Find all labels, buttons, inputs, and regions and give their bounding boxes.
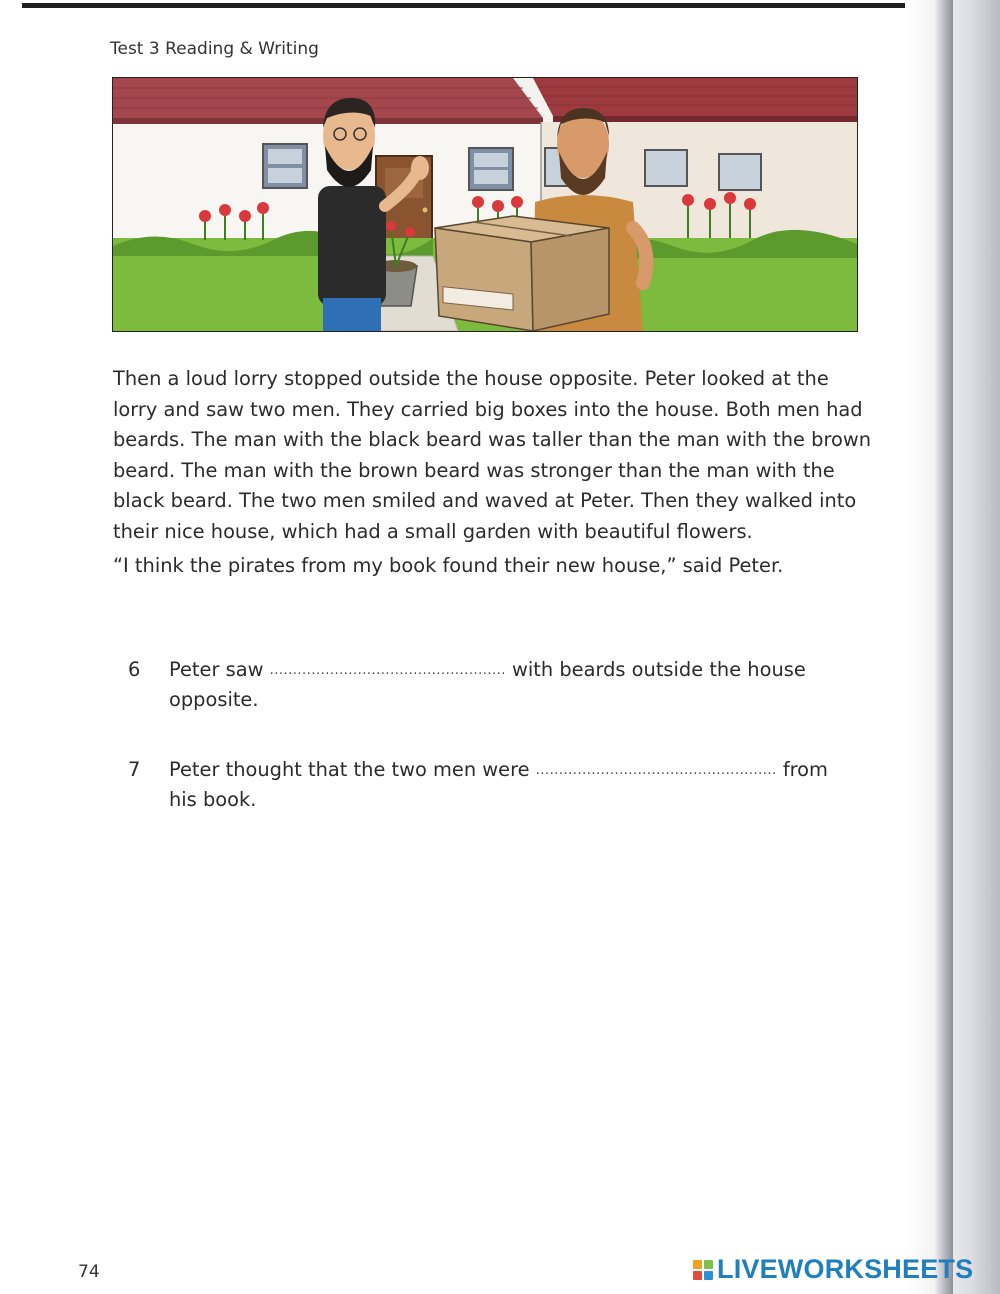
answer-blank-7[interactable]: .................................................... (535, 763, 777, 778)
book-spine-edge (935, 0, 953, 1294)
passage-paragraph-2: “I think the pirates from my book found their new house,” said Peter. (113, 554, 784, 577)
window-right-3 (719, 154, 761, 190)
answer-blank-6[interactable]: ................................................... (269, 663, 506, 678)
question-text-before: Peter thought that the two men were (169, 758, 530, 781)
top-page-rule (22, 3, 927, 8)
window-middle (469, 148, 513, 190)
question-text-before: Peter saw (169, 658, 264, 681)
brand-name: LIVEWORKSHEETS (717, 1254, 974, 1284)
question-number: 6 (128, 658, 141, 681)
question-text-after: with beards outside the house opposite. (169, 658, 806, 711)
reading-passage (113, 364, 873, 582)
window-left (263, 144, 307, 188)
logo-grid-icon (693, 1260, 713, 1280)
liveworksheets-logo[interactable] (693, 1254, 973, 1285)
story-illustration (112, 77, 858, 332)
cardboard-box (435, 216, 609, 331)
passage-paragraph-1: Then a loud lorry stopped outside the house opposite. Peter looked at the lorry and saw two men. They carried big boxes into the house. Both men had beards. The man with the black beard was taller than the man with the brown beard. The man with the brown beard was stronger than the man with the black beard. The two men smiled and waved at Peter. Then they walked into their nice house, which had a small garden with beautiful flowers. (113, 367, 872, 543)
illustration-scene (113, 78, 857, 331)
page-header: Test 3 Reading & Writing (110, 39, 319, 59)
page-number: 74 (78, 1262, 100, 1282)
question-number: 7 (128, 758, 141, 781)
window-right-2 (645, 150, 687, 186)
question-text-after: from his book. (169, 758, 828, 811)
